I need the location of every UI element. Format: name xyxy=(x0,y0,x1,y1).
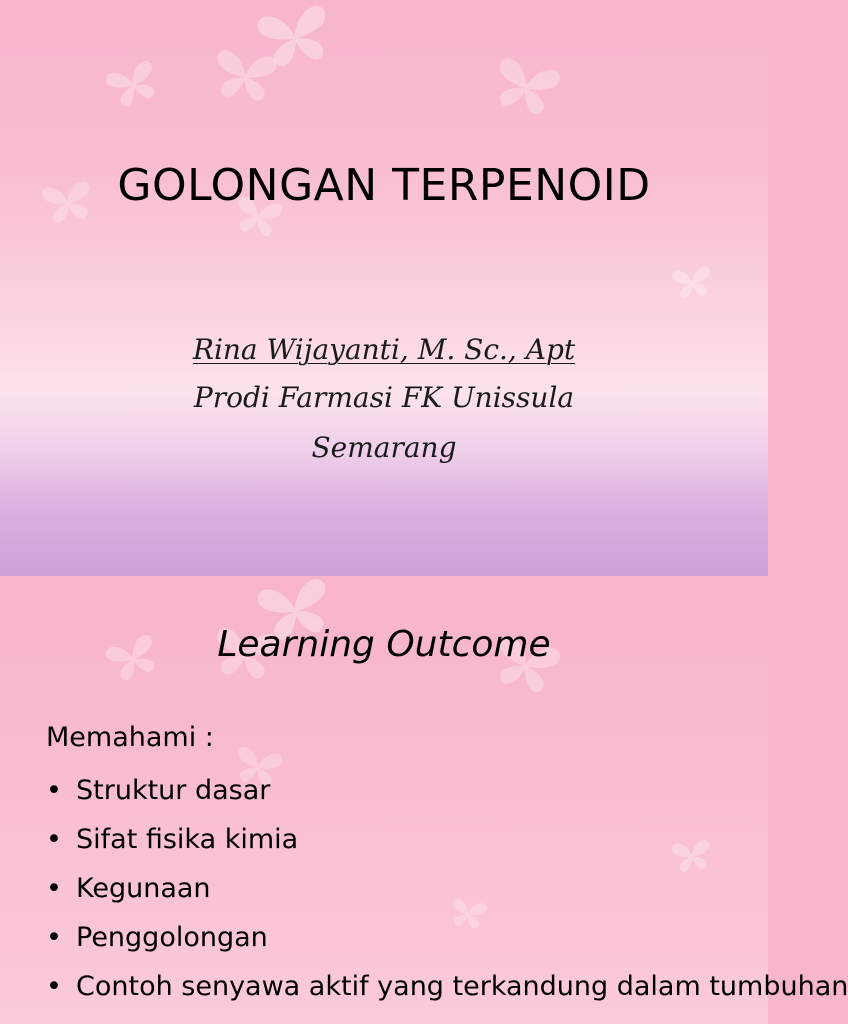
slide-title: GOLONGAN TERPENOID xyxy=(117,160,651,211)
author-name: Rina Wijayanti, M. Sc., Apt xyxy=(192,333,576,366)
city: Semarang xyxy=(311,431,457,464)
learning-outcome-slide xyxy=(0,576,848,1024)
intro-text: Memahami : xyxy=(46,722,214,753)
list-item: • Sifat fisika kimia xyxy=(46,815,746,864)
slide-heading: Learning Outcome xyxy=(217,624,551,665)
affiliation: Prodi Farmasi FK Unissula xyxy=(193,381,575,414)
list-item: • Kegunaan xyxy=(46,864,746,913)
list-item: • Penggolongan xyxy=(46,913,746,962)
butterfly-icon xyxy=(99,54,167,115)
outcome-list xyxy=(46,766,848,1011)
butterfly-icon xyxy=(484,50,569,125)
butterfly-icon xyxy=(206,43,283,108)
list-item: • Struktur dasar xyxy=(46,766,746,815)
butterfly-icon xyxy=(668,262,717,304)
list-item: • Contoh senyawa aktif yang terkandung dalam tumbuhan xyxy=(46,962,746,1011)
